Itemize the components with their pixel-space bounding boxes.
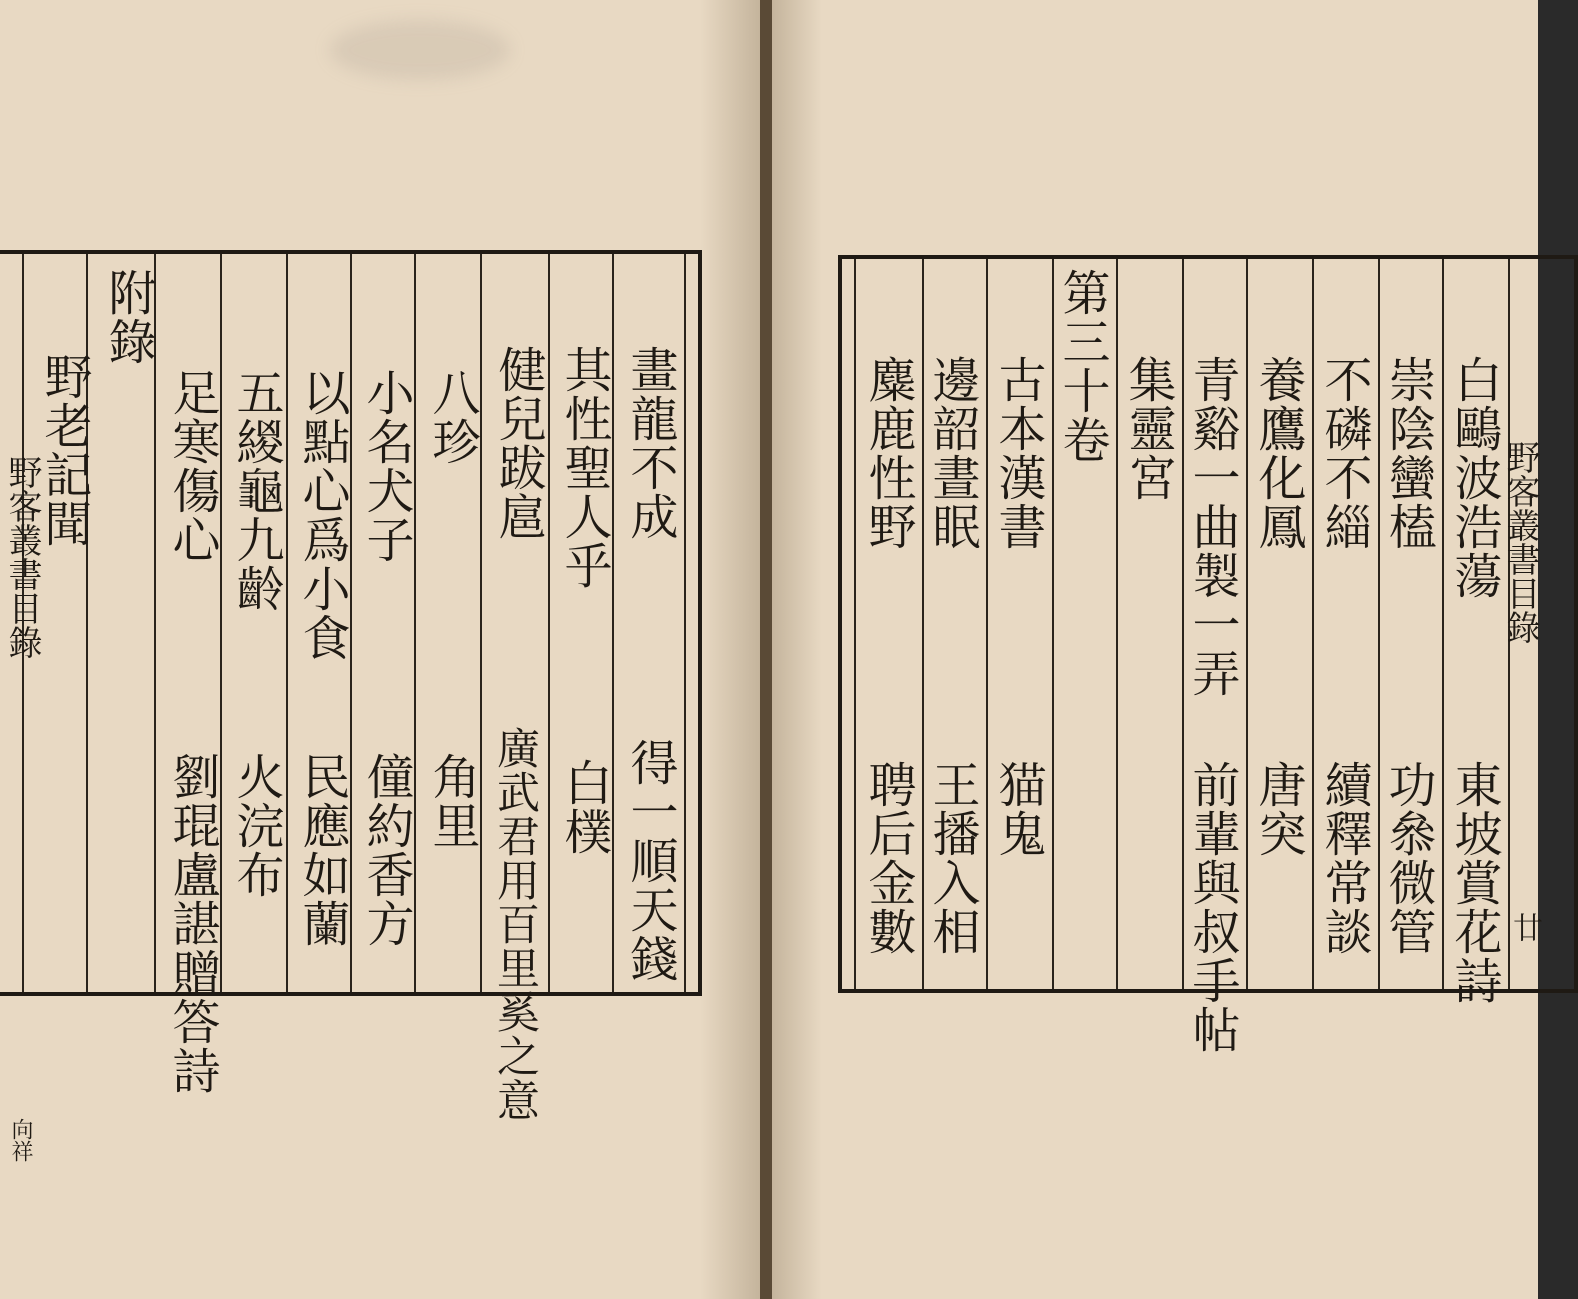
toc-entry: 足寒傷心 <box>164 368 220 564</box>
toc-entry: 以點心爲小食 <box>294 368 350 662</box>
column-rule <box>684 254 686 992</box>
toc-entry: 五緵龜九齡 <box>228 368 284 613</box>
toc-entry: 續釋常談 <box>1316 760 1372 956</box>
left-page <box>0 0 760 1299</box>
volume-heading: 第三十卷 <box>1054 268 1110 464</box>
column-rule <box>1116 259 1118 989</box>
toc-entry: 麋鹿性野 <box>860 355 916 551</box>
toc-entry: 崇陰蠻榼 <box>1380 355 1436 551</box>
toc-entry: 劉琨盧諶贈答詩 <box>164 752 220 1095</box>
toc-entry: 民應如蘭 <box>294 752 350 948</box>
column-rule <box>350 254 352 992</box>
toc-entry: 畫龍不成 <box>622 345 678 541</box>
column-rule <box>986 259 988 989</box>
toc-entry: 前輩與叔手帖 <box>1184 760 1240 1054</box>
right-page <box>772 0 1542 1299</box>
toc-entry: 猫鬼 <box>990 760 1046 858</box>
folio-number: 廿 <box>1507 912 1542 942</box>
column-rule <box>286 254 288 992</box>
toc-entry: 王播入相 <box>924 760 980 956</box>
column-rule <box>480 254 482 992</box>
paper-stain <box>330 20 510 80</box>
column-rule <box>612 254 614 992</box>
toc-entry: 白樸 <box>556 758 612 856</box>
toc-entry: 其性聖人乎 <box>556 345 612 590</box>
toc-entry: 小名犬子 <box>358 368 414 564</box>
book-gutter <box>760 0 772 1299</box>
column-rule <box>220 254 222 992</box>
toc-entry: 野老記聞 <box>36 352 92 548</box>
toc-entry: 健兒跋扈 <box>490 345 546 541</box>
toc-entry: 白鷗波浩蕩 <box>1446 355 1502 600</box>
margin-book-title: 野客叢書目錄 <box>1500 440 1540 644</box>
toc-entry: 聘后金數 <box>860 760 916 956</box>
toc-entry: 東坡賞花詩 <box>1446 760 1502 1005</box>
toc-entry: 僮約香方 <box>358 752 414 948</box>
toc-entry: 火浣布 <box>228 752 284 899</box>
toc-entry: 不磷不緇 <box>1316 355 1372 551</box>
margin-note: 向祥 <box>8 1118 33 1162</box>
column-rule <box>548 254 550 992</box>
appendix-heading: 附錄 <box>100 268 156 366</box>
column-rule <box>1312 259 1314 989</box>
column-rule <box>854 259 856 989</box>
toc-entry: 八珍 <box>424 368 480 466</box>
column-rule <box>1442 259 1444 989</box>
toc-entry: 古本漢書 <box>990 355 1046 551</box>
toc-entry: 廣武君用百里奚之意 <box>490 726 540 1122</box>
column-rule <box>1246 259 1248 989</box>
margin-book-title: 野客叢書目錄 <box>2 455 42 659</box>
toc-entry: 唐突 <box>1250 760 1306 858</box>
toc-entry: 集靈宮 <box>1120 355 1176 502</box>
toc-entry: 青谿一曲製一弄 <box>1184 355 1240 698</box>
toc-entry: 角里 <box>424 752 480 850</box>
toc-entry: 得一順天錢 <box>622 738 678 983</box>
column-rule <box>414 254 416 992</box>
toc-entry: 養鷹化鳳 <box>1250 355 1306 551</box>
toc-entry: 功叅微管 <box>1380 760 1436 956</box>
toc-entry: 邊韶晝眠 <box>924 355 980 551</box>
